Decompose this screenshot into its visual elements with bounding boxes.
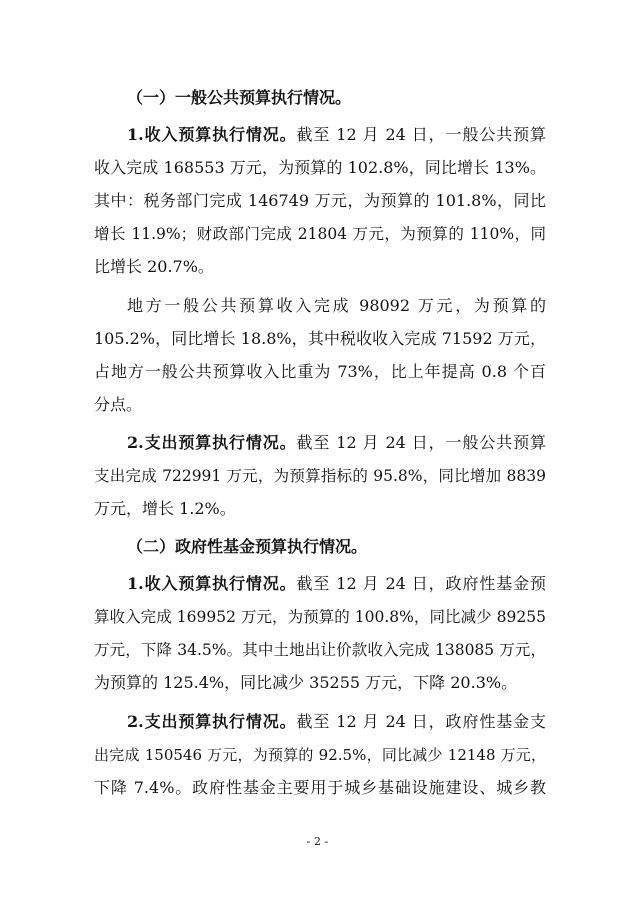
text-run: 截至 12 月 24 日，一般公共预算 bbox=[296, 433, 546, 452]
paragraph-line: 其中：税务部门完成 146749 万元，为预算的 101.8%，同比 bbox=[94, 191, 546, 210]
section-heading-government-fund: （二）政府性基金预算执行情况。 bbox=[127, 537, 368, 556]
section-heading-general-budget: （一）一般公共预算执行情况。 bbox=[127, 88, 352, 107]
subheading-expenditure: 2.支出预算执行情况。 bbox=[127, 433, 297, 452]
paragraph-line: 收入完成 168553 万元，为预算的 102.8%，同比增长 13%。 bbox=[94, 158, 546, 177]
paragraph-line: 万元，下降 34.5%。其中土地出让价款收入完成 138085 万元， bbox=[94, 641, 546, 659]
paragraph-line: 105.2%，同比增长 18.8%，其中税收收入完成 71592 万元， bbox=[94, 329, 546, 348]
paragraph-line bbox=[127, 572, 546, 596]
paragraph-line: 分点。 bbox=[94, 395, 143, 414]
text-run: 截至 12 月 24 日，政府性基金预 bbox=[296, 574, 546, 593]
subheading-revenue: 1.收入预算执行情况。 bbox=[127, 574, 297, 593]
page-number: - 2 - bbox=[306, 835, 329, 848]
paragraph-line bbox=[127, 123, 546, 147]
paragraph-line: 增长 11.9%；财政部门完成 21804 万元，为预算的 110%，同 bbox=[94, 225, 546, 243]
subheading-expenditure: 2.支出预算执行情况。 bbox=[127, 712, 297, 731]
subheading-revenue: 1.收入预算执行情况。 bbox=[127, 125, 297, 144]
paragraph-line: 出完成 150546 万元，为预算的 92.5%，同比减少 12148 万元， bbox=[94, 746, 546, 764]
paragraph-line bbox=[127, 710, 546, 734]
paragraph-line: 支出完成 722991 万元，为预算指标的 95.8%，同比增加 8839 bbox=[94, 467, 546, 485]
paragraph-line: 比增长 20.7%。 bbox=[94, 257, 214, 276]
text-run: 截至 12 月 24 日，一般公共预算 bbox=[296, 125, 546, 144]
paragraph-line: 占地方一般公共预算收入比重为 73%，比上年提高 0.8 个百 bbox=[94, 362, 546, 381]
text-run: 截至 12 月 24 日，政府性基金支 bbox=[296, 712, 546, 731]
paragraph-line: 万元，增长 1.2%。 bbox=[94, 499, 236, 518]
paragraph-line: 下降 7.4%。政府性基金主要用于城乡基础设施建设、城乡教 bbox=[94, 778, 546, 797]
paragraph-line: 为预算的 125.4%，同比减少 35255 万元，下降 20.3%。 bbox=[94, 673, 518, 692]
paragraph-line bbox=[127, 431, 546, 455]
paragraph-line: 算收入完成 169952 万元，为预算的 100.8%，同比减少 89255 bbox=[94, 608, 546, 626]
paragraph-line: 地方一般公共预算收入完成 98092 万元，为预算的 bbox=[127, 296, 546, 315]
